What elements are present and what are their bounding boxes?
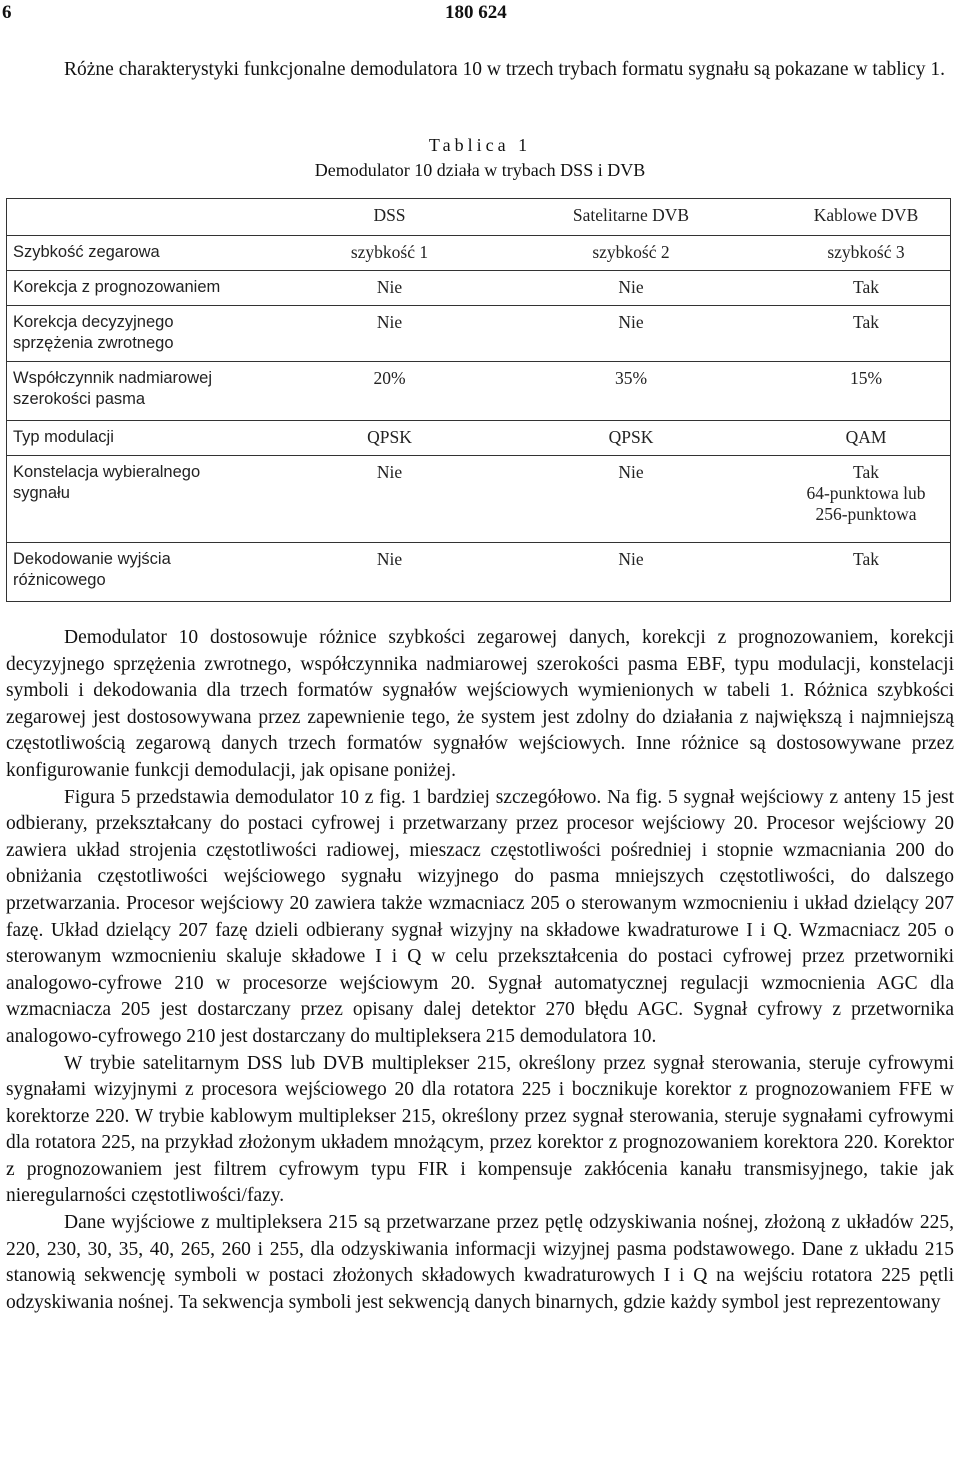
row-label: Typ modulacji <box>7 421 302 456</box>
page-header <box>0 2 960 28</box>
row-label: Konstelacja wybieralnego sygnału <box>7 456 302 543</box>
table-row <box>7 271 951 306</box>
table-title: Demodulator 10 działa w trybach DSS i DVB <box>314 160 646 180</box>
table-cell: Tak <box>784 543 951 602</box>
table-row <box>7 236 951 271</box>
table-header-row <box>7 199 951 236</box>
table-cell: Tak <box>784 271 951 306</box>
table-cell: szybkość 2 <box>480 236 784 271</box>
table-cell: szybkość 3 <box>784 236 951 271</box>
table-cell: Nie <box>480 306 784 362</box>
body-paragraph: Figura 5 przedstawia demodulator 10 z fig. 1 bardziej szczegółowo. Na fig. 5 sygnał wejściowy z anteny 15 jest odbierany, przekształcany do postaci cyfrowej i przetwarzany przez procesor wejściowy 20. Procesor wejściowy 20 zawiera układ strojenia częstotliwości radiowej, mieszacz częstotliwości pośredniej i stopnie wzmacniania 200 do obniżania częstotliwości wejściowego sygnału wizyjnego do pasma mniejszych częstotliwości, do dalszego przetwarzania. Procesor wejściowy 20 zawiera także wzmacniacz 205 o sterowanym wzmocnieniu i układ dzielący 207 fazę. Układ dzielący 207 fazę dzieli odbierany sygnał wizyjny na składowe kwadraturowe I i Q. Wzmacniacz 205 o sterowanym wzmocnieniu skaluje składowe I i Q w celu przekształcenia do postaci cyfrowej przez przetworniki analogowo-cyfrowe 210 w procesorze wejściowym 20. Sygnał automatycznej regulacji wzmocnienia AGC dla wzmacniacza 205 jest dostarczany przez opisany dalej detektor 270 błędu AGC. Sygnał cyfrowy z przetwornika analogowo-cyfrowego 210 jest dostarczany do multipleksera 215 demodulatora 10. <box>6 786 954 1047</box>
row-label: Współczynnik nadmiarowej szerokości pasma <box>7 362 302 421</box>
table-label: Tablica 1 <box>428 135 532 155</box>
row-label: Dekodowanie wyjścia różnicowego <box>7 543 302 602</box>
table-row <box>7 421 951 456</box>
body-paragraph: Demodulator 10 dostosowuje różnice szybkości zegarowej danych, korekcji z prognozowaniem, korekcji decyzyjnego sprzężenia zwrotnego, współczynnika nadmiarowej szerokości pasma EBF, typu modulacji, konstelacji symboli i dekodowania dla trzech formatów sygnałów wejściowych wymienionych w tabeli 1. Różnica szybkości zegarowej jest dostosowywana przez zapewnienie tego, że system jest zdolny do działania z największą i najmniejszą częstotliwością zegarową danych trzech formatów sygnałów wejściowych. Inne różnice są dostosowywane przez konfigurowanie funkcji demodulacji, jak opisane poniżej. <box>6 627 954 781</box>
document-number: 180 624 <box>445 2 507 23</box>
intro-paragraph: Różne charakterystyki funkcjonalne demodulatora 10 w trzech trybach formatu sygnału są pokazane w tablicy 1. <box>64 59 945 80</box>
column-header: Satelitarne DVB <box>480 199 784 236</box>
row-label: Szybkość zegarowa <box>7 236 302 271</box>
table-row <box>7 362 951 421</box>
table-cell: szybkość 1 <box>301 236 480 271</box>
table-cell: Nie <box>301 456 480 543</box>
table-row <box>7 543 951 602</box>
table-row <box>7 456 951 543</box>
column-header: Kablowe DVB <box>784 199 951 236</box>
column-header <box>7 199 302 236</box>
table-cell: 35% <box>480 362 784 421</box>
features-table <box>6 198 951 602</box>
table-cell: QPSK <box>301 421 480 456</box>
table-cell: Nie <box>480 543 784 602</box>
body-text <box>6 625 954 1316</box>
table-cell: 20% <box>301 362 480 421</box>
table-cell: Nie <box>301 271 480 306</box>
page-number: 6 <box>2 2 12 23</box>
table-row <box>7 306 951 362</box>
table-cell: QAM <box>784 421 951 456</box>
table-cell: Tak <box>784 306 951 362</box>
table-cell: 15% <box>784 362 951 421</box>
body-paragraph: W trybie satelitarnym DSS lub DVB multiplekser 215, określony przez sygnał sterowania, steruje cyfrowymi sygnałami wizyjnymi z procesora wejściowego 20 dla rotatora 225 i bocznikuje korektor z prognozowaniem FFE w korektorze 220. W trybie kablowym multiplekser 215, określony przez sygnał sterowania, steruje sygnałami cyfrowymi dla rotatora 225, na przykład złożonym układem mnożącym, przez korektor z prognozowaniem korektora 220. Korektor z prognozowaniem jest filtrem cyfrowym typu FIR i kompensuje zakłócenia kanału transmisyjnego, takie jak nieregularności częstotliwości/fazy. <box>6 1052 954 1207</box>
table-cell: Tak 64-punktowa lub 256-punktowa <box>784 456 951 543</box>
table-cell: Nie <box>480 456 784 543</box>
column-header: DSS <box>301 199 480 236</box>
row-label: Korekcja decyzyjnego sprzężenia zwrotnego <box>7 306 302 362</box>
row-label: Korekcja z prognozowaniem <box>7 271 302 306</box>
table-cell: Nie <box>301 306 480 362</box>
table-cell: Nie <box>301 543 480 602</box>
body-paragraph: Dane wyjściowe z multipleksera 215 są przetwarzane przez pętlę odzyskiwania nośnej, złożoną z układów 225, 220, 230, 30, 35, 40, 265, 260 i 255, dla odzyskiwania informacji wizyjnej pasma podstawowego. Dane z układu 215 stanowią sekwencję symboli w postaci złożonych składowych kwadraturowych I i Q na wejściu rotatora 225 pętli odzyskiwania nośnej. Ta sekwencja symboli jest sekwencją danych binarnych, gdzie każdy symbol jest reprezentowany <box>6 1212 954 1313</box>
table-cell: QPSK <box>480 421 784 456</box>
table-cell: Nie <box>480 271 784 306</box>
